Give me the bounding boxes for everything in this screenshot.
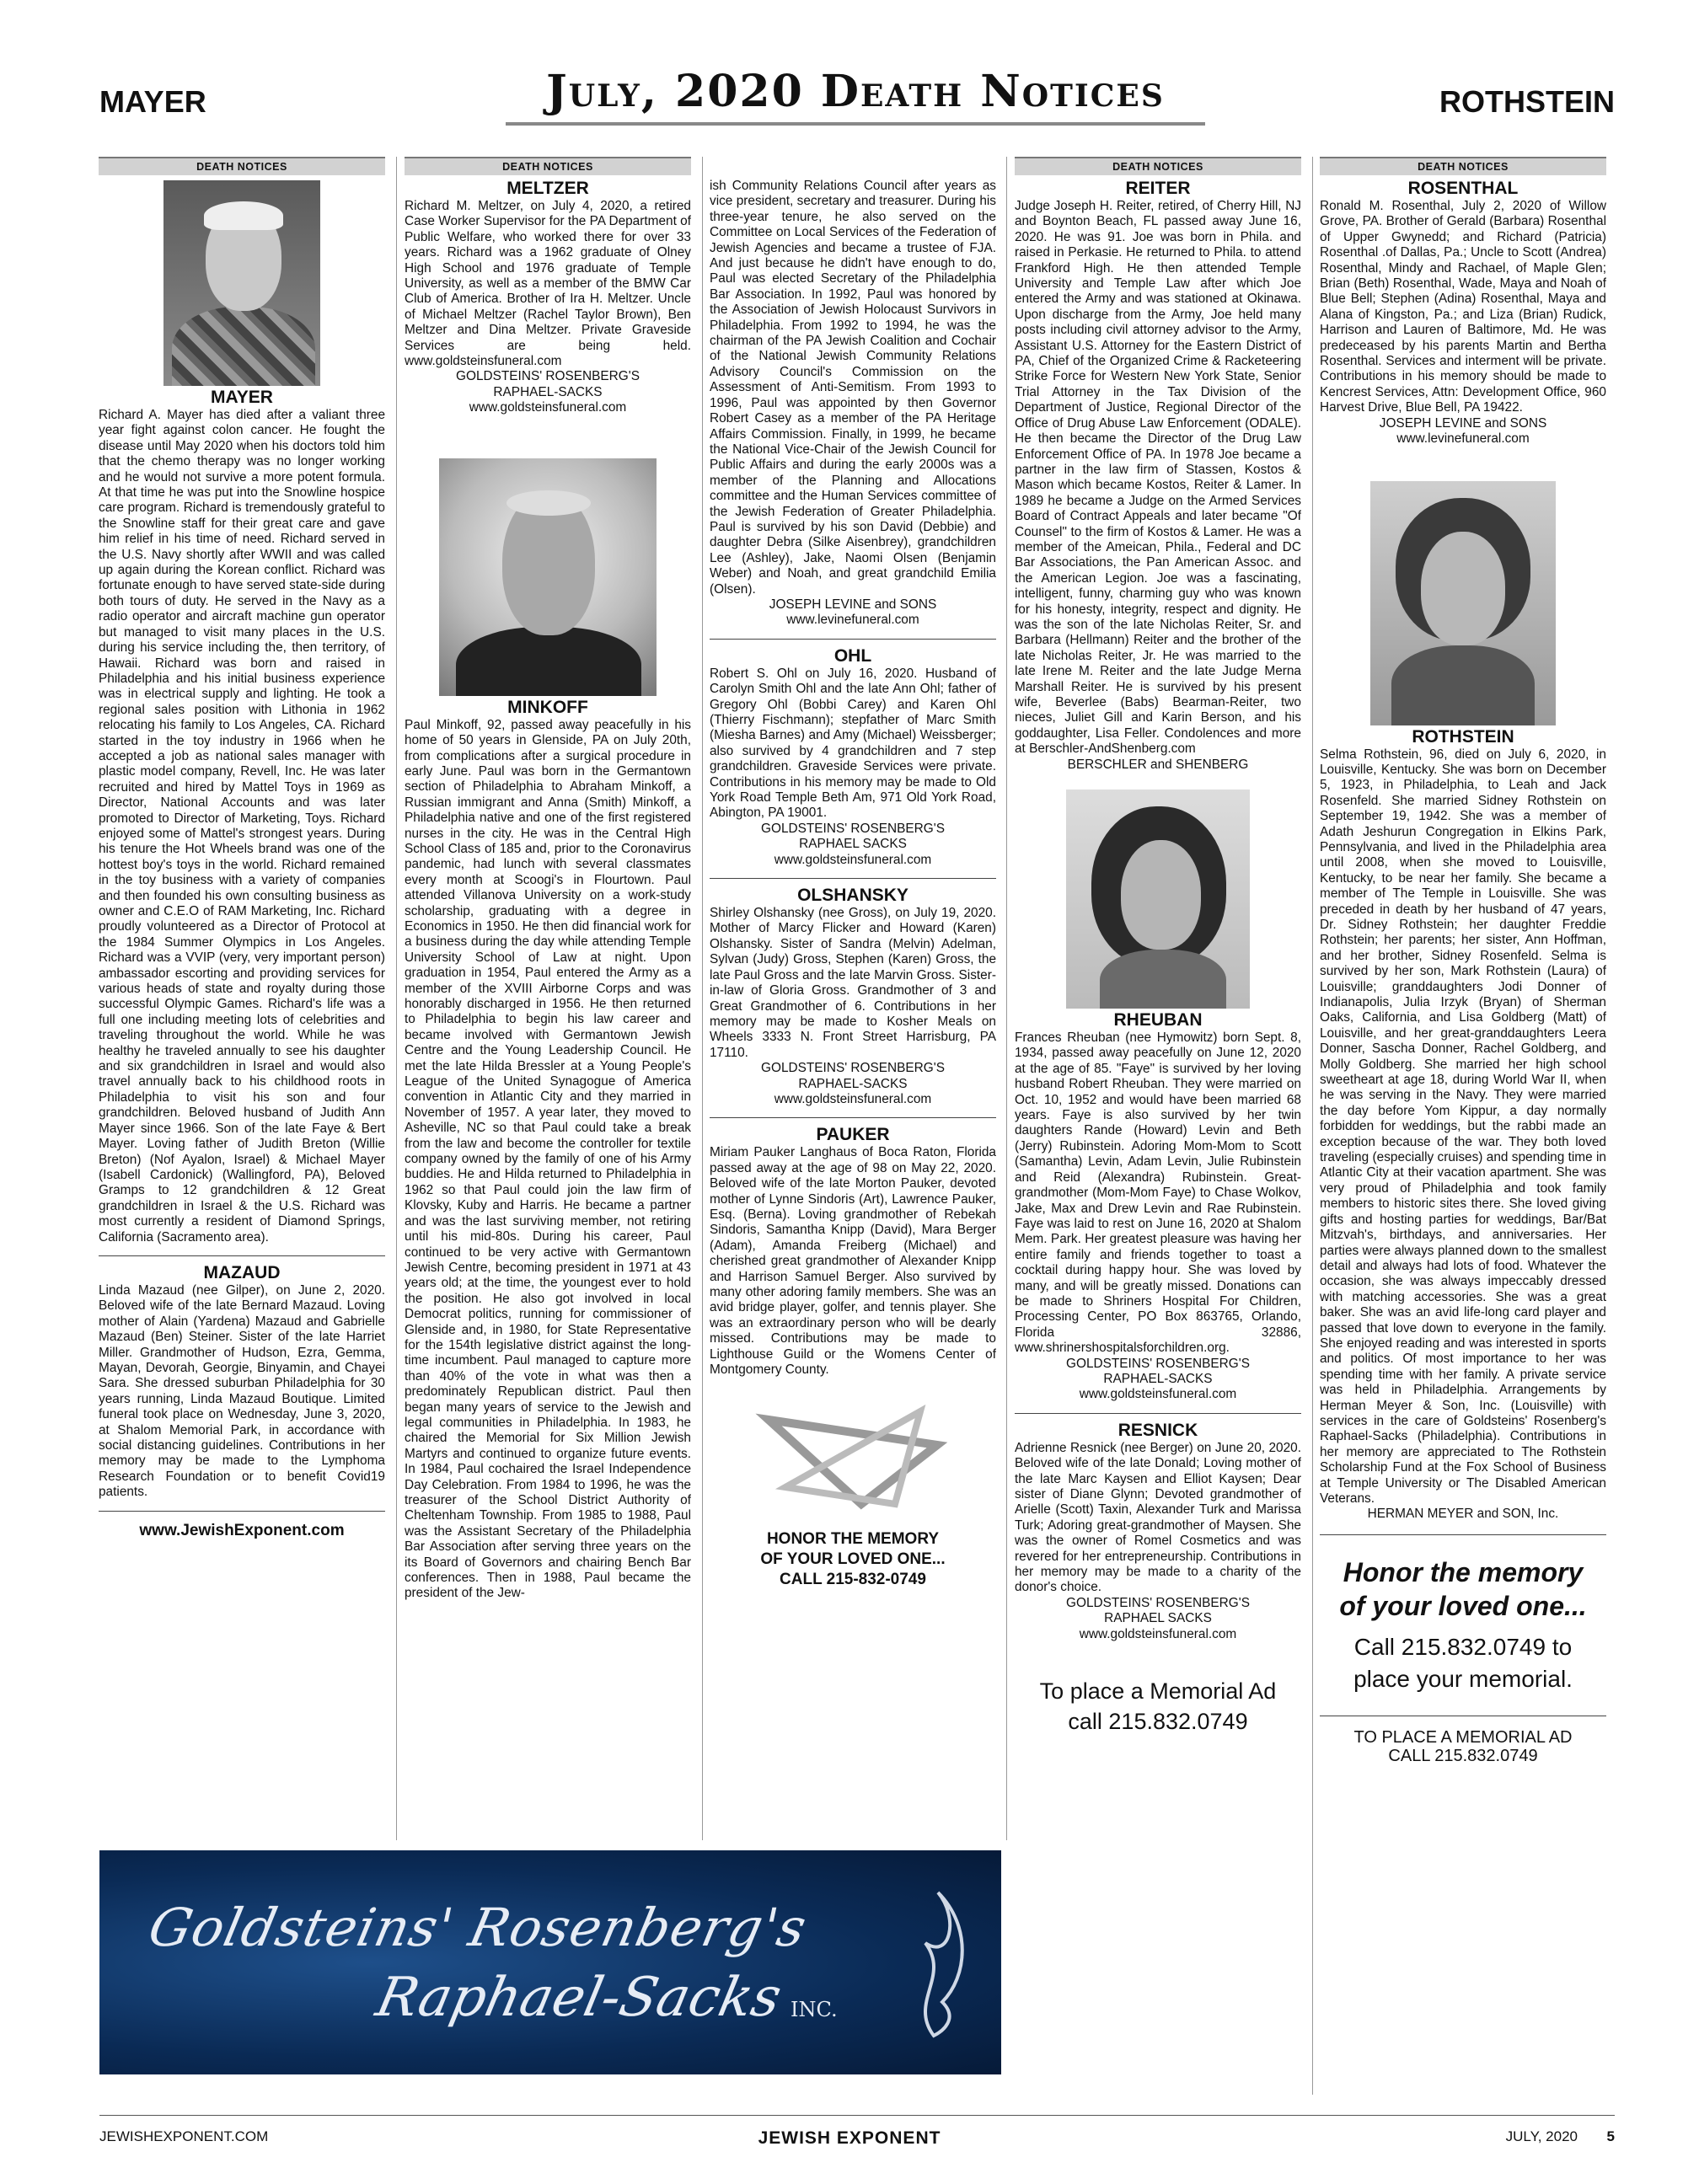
right-guide-word: ROTHSTEIN: [1439, 84, 1615, 119]
rheuban-photo: [1066, 790, 1250, 1009]
notice-text-resnick: Adrienne Resnick (nee Berger) on June 20, 2020. Beloved wife of the late Donald; Loving mother of the late Marc Kaysen and Elliot Kaysen; Dear sister of Diane Glynn; Devoted grandmother of Arielle (Scott) Taxin, Alexander Turk and Marissa Turk; Adoring great-grandmother of Maysen. She was the owner of Romel Cosmetics and was revered for her entrepreneurship. Contributions in her memory may be made to a charity of the donor's choice.: [1015, 1440, 1301, 1595]
column-2: [405, 157, 691, 1840]
funeral-home-url[interactable]: www.levinefuneral.com: [1396, 431, 1530, 447]
funeral-home: GOLDSTEINS' ROSENBERG'S: [1066, 1356, 1250, 1371]
notice-text-pauker: Miriam Pauker Langhaus of Boca Raton, Florida passed away at the age of 98 on May 22, 2020. Beloved wife of the late Morton Pauker, devoted mother of Lynne Sindoris (Art), Lawrence Pauker, Esq. (Berna). Loving grandmother of Rebekah Sindoris, Samantha Knipp (David), Mara Berger (Adam), Amanda Freiberg (Michael) and cherished great grandmother of Alexander Knipp and Harrison Samuel Berger. Also survived by many other adoring family members. She was an avid bridge player, golfer, and tennis player. She was an extraordinary person who will be dearly missed. Contributions may be made to Lighthouse Guild or the Womens Center of Montgomery County.: [710, 1145, 996, 1378]
divider: [99, 1511, 385, 1512]
notice-name-ohl: OHL: [833, 645, 872, 666]
memorial-ad-phone: call 215.832.0749: [1068, 1709, 1248, 1735]
notice-text-meltzer: Richard M. Meltzer, on July 4, 2020, a retired Case Worker Supervisor for the PA Department of Public Welfare, who worked there for over 33 years. Richard was a 1962 graduate of Olney High School and 1976 graduate of Temple University, as well as a member of the BMW Car Club of America. Brother of Ira H. Meltzer. Uncle of Michael Meltzer (Rachel Taylor Brown), Ben Meltzer and Dina Meltzer. Private Graveside Services are being held. www.goldsteinsfuneral.com: [405, 199, 691, 369]
column-5: [1320, 157, 1606, 2103]
notice-name-mayer: MAYER: [211, 388, 273, 407]
divider: [1015, 1413, 1301, 1414]
star-of-david-icon: [710, 1394, 996, 1521]
honor-ad-line-2: of your loved one...: [1339, 1590, 1587, 1621]
notice-text-mayer: Richard A. Mayer has died after a valiant three year fight against colon cancer. He fought the disease until May 2020 when his doctors told him that the chemo therapy was no longer working and he would not survive a more potent formula. At that time he was put into the Snowline hospice care program. Richard is tremendously grateful to the Snowline staff for their great care and gave him relief in his time of need. Richard served in the U.S. Navy shortly after WWII and was called up again during the Korean conflict. Richard was fortunate enough to have served state-side during both tours of duty. He served in the Navy as a radio operator and aircraft machine gun operator but managed to visit many places in the U.S. during his service including the, then territory, of Hawaii. Richard was born and raised in Philadelphia and his initial business experience was in electrical supply and lighting. He took a regional sales position with Lithonia in 1962 relocating his family to Los Angeles, CA. Richard started in the toy industry in 1966 when he accepted a job as national sales manager with plastic model company, Revell, Inc. He was later recruited and hired by Mattel Toys in 1969 as Director, National Accounts and was later promoted to Director of Marketing, Toys. Richard enjoyed some of Mattel's strongest years. During his tenure the Hot Wheels brand was one of the hottest boy's toys in the world. Richard remained in the toy business with a variety of companies and then founded his own consulting business as owner and C.E.O of RAM Marketing, Inc. Richard proudly volunteered as a Director of Protocol at the 1984 Summer Olympics in Los Angeles. Richard was a VVIP (very, very important person) ambassador escorting and providing services for various heads of state and royalty during those successful Olympic Games. Richard's life was a full one including meeting lots of celebrities and traveling throughout the world. While he was healthy he traveled annually to see his daughter and six grandchildren in Israel and would also travel annually back to his childhood roots in Philadelphia to visit his son and four grandchildren. Beloved husband of Judith Ann Mayer since 1966. Son of the late Faye & Bert Mayer. Loving father of Judith Breton (Willie Breton) (Nof Ayalon, Israel) & Michael Mayer (Isabell Cardonick) (Wallingford, PA), Beloved Gramps to 12 grandchildren & 12 Great grandchildren in Israel & the U.S. Richard was most currently a resident of Diamond Springs, California (Sacramento area).: [99, 408, 385, 1245]
banner-line-1: Goldsteins' Rosenberg's: [143, 1897, 812, 1958]
candle-flame-icon: [892, 1884, 976, 2044]
honor-ad-call: [1320, 1631, 1606, 1695]
funeral-home: GOLDSTEINS' ROSENBERG'S: [456, 369, 640, 384]
funeral-home: RAPHAEL-SACKS: [493, 384, 603, 399]
notice-text-minkoff-continued: ish Community Relations Council after years as vice president, secretary and treasurer. During his three-year tenure, he also served on the Committee on Local Services of the Federation of Jewish Agencies and became a trustee of FJA. And just because he didn't have enough to do, Paul was elected Secretary of the Philadelphia Bar Association. In 1992, Paul was honored by the Association of Jewish Holocaust Survivors in Philadelphia. From 1992 to 1994, he was the chairman of the PA Jewish Coalition and Cochair of the National Jewish Community Relations Advisory Council's Commission on the Assessment of Anti-Semitism. From 1993 to 1996, Paul was appointed by then Governor Robert Casey as a member of the PA Heritage Affairs Commission. Finally, in 1999, he became the National Vice-Chair of the Jewish Council for Public Affairs and during the early 2000s was a member of the Planning and Allocations committee and the Human Services committee of the Jewish Federation of Greater Philadelphia. Paul is survived by his son David (Debbie) and daughter Debra (Silke Aisenbrey), grandchildren Lee (Ashley), Jake, Naomi Olsen (Benjamin Weber) and Noah, and great grandchild Emilia (Olsen).: [710, 179, 996, 597]
notice-text-rheuban: Frances Rheuban (nee Hymowitz) born Sept. 8, 1934, passed away peacefully on June 12, 2020 at the age of 85. "Faye" is survived by her loving husband Robert Rheuban. They were married on Oct. 10, 1952 and would have been married 68 years. Faye is also survived by her twin daughters Rande (Howard) Levin and Beth (Jerry) Rubinstein. Adoring Mom-Mom to Scott (Samantha) Levin, Adam Levin, Julie Rubinstein and Reid (Alexandra) Rubinstein. Great-grandmother (Mom-Mom Faye) to Chase Wolkov, Jake, Max and Drew Levin and Rae Rubinstein. Faye was laid to rest on June 16, 2020 at Shalom Mem. Park. Her greatest pleasure was having her entire family and friends together to toast a cocktail during happy hour. She was loved by many, and will be greatly missed. Donations can be made to Shriners Hospital For Children, Processing Center, PO Box 863765, Orlando, Florida 32886, www.shrinershospitalsforchildren.org.: [1015, 1030, 1301, 1356]
column-3: [710, 157, 996, 1850]
funeral-home-url[interactable]: www.goldsteinsfuneral.com: [1079, 1387, 1237, 1402]
honor-memory-line-2: OF YOUR LOVED ONE...: [760, 1550, 946, 1569]
rothstein-photo: [1370, 481, 1556, 725]
banner-line-2: Raphael-Sacks: [371, 1967, 787, 2029]
honor-memory-phone: CALL 215-832-0749: [780, 1571, 926, 1589]
notice-name-minkoff: MINKOFF: [507, 697, 588, 717]
column-divider: [702, 157, 703, 1840]
funeral-home: RAPHAEL-SACKS: [1103, 1371, 1213, 1386]
funeral-home-url[interactable]: www.goldsteinsfuneral.com: [774, 1091, 932, 1106]
funeral-home: RAPHAEL-SACKS: [798, 1076, 908, 1091]
column-divider: [1312, 157, 1313, 2095]
funeral-home: GOLDSTEINS' ROSENBERG'S: [1066, 1595, 1250, 1610]
footer-date: JULY, 2020: [1505, 2128, 1578, 2144]
notice-text-mazaud: Linda Mazaud (nee Gilper), on June 2, 2020. Beloved wife of the late Bernard Mazaud. Loving mother of Alain (Yardena) Mazaud and Gabrielle Mazaud (Ben) Steiner. Sister of the late Harriet Miller. Grandmother of Hudson, Ezra, Gemma, Mayan, Devorah, Georgie, Binyamin, and Chayei Sara. She dressed suburban Philadelphia for 30 years running, Linda Mazaud Boutique. Limited funeral took place on Wednesday, June 3, 2020, at Shalom Memorial Park, in accordance with social distancing guidelines. Contributions in her memory may be made to the Lymphoma Research Foundation or to benefit Covid19 patients.: [99, 1282, 385, 1500]
section-label: DEATH NOTICES: [405, 157, 691, 175]
section-label: DEATH NOTICES: [1015, 157, 1301, 175]
column-4: [1015, 157, 1301, 1943]
memorial-ad-small: [1015, 1676, 1301, 1737]
notice-text-olshansky: Shirley Olshansky (nee Gross), on July 19, 2020. Mother of Marcy Flicker and Howard (Karen) Olshansky. Sister of Sandra (Melvin) Adelman, Sylvan (Judy) Gross, Stephen (Karen) Gross, the late Paul Gross and the late Marvin Gross. Sister-in-law of Gloria Gross. Grandmother of 3 and Great Grandmother of 6. Contributions in her memory may be made to Kosher Meals on Wheels 3333 N. Front Street Harrisburg, PA 17110.: [710, 906, 996, 1060]
memorial-ad-caps: [1320, 1728, 1606, 1765]
honor-ad-line-3: Call 215.832.0749 to: [1353, 1633, 1573, 1660]
honor-memory-line-1: HONOR THE MEMORY: [766, 1530, 940, 1549]
page-title: July, 2020 Death Notices: [506, 66, 1205, 126]
section-label: DEATH NOTICES: [99, 157, 385, 175]
section-label: DEATH NOTICES: [1320, 157, 1606, 175]
notice-name-rothstein: ROTHSTEIN: [1412, 726, 1514, 747]
divider: [710, 639, 996, 640]
column-divider: [396, 157, 397, 1840]
star-of-david-graphic: [710, 1394, 996, 1529]
website-link[interactable]: www.JewishExponent.com: [139, 1521, 345, 1539]
column-divider: [1006, 157, 1007, 1840]
left-guide-word: MAYER: [99, 84, 206, 119]
notice-name-resnick: RESNICK: [1117, 1420, 1198, 1440]
notice-name-pauker: PAUKER: [816, 1125, 890, 1145]
funeral-home: RAPHAEL SACKS: [799, 837, 907, 852]
funeral-home: GOLDSTEINS' ROSENBERG'S: [761, 1061, 945, 1076]
notice-text-ohl: Robert S. Ohl on July 16, 2020. Husband of Carolyn Smith Ohl and the late Ann Ohl; father of Gregory Ohl (Bobbi Carey) and Karen Ohl (Thierry Fischmann); stepfather of Marc Smith (Miesha Barnes) and Amy (Michael) Weissberger; also survived by 4 grandchildren and 7 step grandchildren. Graveside Services were private. Contributions in his memory may be made to Old York Road Temple Beth Am, 971 Old York Road, Abington, PA 19001.: [710, 666, 996, 821]
honor-ad-heading: [1320, 1555, 1606, 1623]
memorial-ad-caps-line-1: TO PLACE A MEMORIAL AD: [1353, 1727, 1573, 1747]
page-number: 5: [1606, 2128, 1615, 2144]
honor-ad-line-4: place your memorial.: [1353, 1665, 1573, 1692]
funeral-home: JOSEPH LEVINE and SONS: [769, 597, 937, 612]
funeral-home-url[interactable]: www.levinefuneral.com: [786, 613, 919, 628]
column-1: [99, 157, 385, 1850]
notice-text-reiter: Judge Joseph H. Reiter, retired, of Cherry Hill, NJ and Boynton Beach, FL passed away June 16, 2020. He was 91. Joe was born in Phila. and raised in Perkasie. He returned to Phila. to attend Frankford High. He then attended Temple University and Temple Law after which Joe entered the Army and was stationed at Okinawa. Upon discharge from the Army, Joe held many posts including civil attorney advisor to the Army, Assistant U.S. Attorney for the Eastern District of PA, Chief of the Organized Crime & Racketeering Strike Force for Western New York State, Senior Trial Attorney in the Tax Division of the Department of Justice, Regional Director of the Office of Drug Abuse Law Enforcement (ODALE). He then became the Director of the Drug Law Enforcement Office of PA. In 1978 Joe became a partner in the law firm of Stassen, Kostos & Mason which became Kostos, Reiter & Lamer. In 1989 he became a Judge on the Armed Services Board of Contract Appeals and later became "Of Counsel" to the firm of Kostos & Lamer. He was a member of the Ameican, Phila., Federal and DC Bar Associations, the Pan American Assoc. and the American Legion. Joe was a fascinating, intelligent, funny, charming guy who was known for his honesty, integrity, respect and dignity. He was the son of the late Nicholas Reiter, Sr. and Barbara (Hellmann) Reiter and the brother of the late Nicholas Reiter, Jr. He was married to the late Irene M. Reiter and the late Judge Merna Marshall Reiter. He is survived by his present wife, Beverlee (Babs) Bearman-Reiter, two nieces, Juliet Gill and Karin Berson, and his goddaughter, Lisa Feller. Condolences and more at Berschler-AndShenberg.com: [1015, 199, 1301, 757]
funeral-home: HERMAN MEYER and SON, Inc.: [1367, 1507, 1559, 1522]
divider: [710, 878, 996, 879]
notice-text-rothstein: Selma Rothstein, 96, died on July 6, 2020, in Louisville, Kentucky. She was born on December 5, 1923, in Philadelphia, to Leah and Jack Rosenfeld. She married Sidney Rothstein on September 19, 1942. She was a member of Adath Jeshurun Congregation in Elkins Park, Pennsylvania, and lived in the Philadelphia area until 2008, when she moved to Louisville, Kentucky, to be near her family. She became a member of The Temple in Louisville. She was preceded in death by her husband of 47 years, Dr. Sidney Rothstein; her daughter Freddie Rothstein; her parents; her sister, Ann Hoffman, and her brother, Sidney Rosenfeld. Selma is survived by her son, Mark Rothstein (Laura) of Louisville; granddaughters Jodi Donner of Indianapolis, Julia Irzyk (Bryan) of Sherman Oaks, California, and Lisa Goldberg (Matt) of Louisville, and her great-granddaughters Leera Donner, Sascha Donner, Rachel Goldberg, and Molly Goldberg. She married her high school sweetheart at age 18, during World War II, when he was serving in the Navy. They were married the day before Yom Kippur, a day normally forbidden for weddings, but the rabbi made an exception because of the war. They both loved traveling (especially cruises) and spending time in Atlantic City at their vacation apartment. She was very proud of Philadelphia and took family members to historic sites there. She loved giving gifts and hosting parties for weddings, Bar/Bat Mitzvah's, birthdays, and anniversaries. Her parties were always planned down to the smallest detail and always had lots of food. Whatever the occasion, she was always impeccably dressed with matching accessories. She was a great baker. She was an avid life-long card player and passed that love down to everyone in the family. She enjoyed reading and was interested in sports and politics. Of most importance to her was spending time with her family. A private service was held in Philadelphia. Arrangements by Herman Meyer & Son, Inc. (Louisville) with services in the care of Goldsteins' Rosenberg's Raphael-Sacks (Philadelphia). Contributions in her memory are appreciated to The Rothstein Scholarship Fund at the Fox School of Business at Temple University or The Disabled American Veterans.: [1320, 747, 1606, 1506]
divider: [1320, 1534, 1606, 1535]
honor-ad-line-1: Honor the memory: [1343, 1556, 1584, 1587]
notice-name-rheuban: RHEUBAN: [1113, 1010, 1203, 1030]
funeral-home-url[interactable]: www.goldsteinsfuneral.com: [774, 852, 932, 867]
minkoff-photo: [439, 458, 657, 696]
funeral-home: RAPHAEL SACKS: [1104, 1611, 1212, 1626]
mayer-photo: [163, 180, 320, 386]
funeral-home-url[interactable]: www.goldsteinsfuneral.com: [1079, 1626, 1237, 1641]
notice-name-olshansky: OLSHANSKY: [797, 886, 908, 906]
notice-text-rosenthal: Ronald M. Rosenthal, July 2, 2020 of Willow Grove, PA. Brother of Gerald (Barbara) Rosenthal of Upper Gwynedd; and Richard (Patricia) Rosenthal .of Dallas, Pa.; Uncle to Scott (Andrea) Rosenthal, Mindy and Rachael, of Maple Glen; Brian (Beth) Rosenthal, Wade, Maya and Noah of Blue Bell; Stephen (Adina) Rosenthal, Maya and Alana of Kingston, Pa.; and Liza (Brian) Rudick, Harrison and Lauren of Baltimore, Md. He was predeceased by his parents Martin and Bertha Rosenthal. Services and interment will be private. Contributions in his memory should be made to Kencrest Services, Attn: Development Office, 960 Harvest Drive, Blue Bell, PA 19422.: [1320, 199, 1606, 415]
memorial-ad-caps-phone: CALL 215.832.0749: [1388, 1746, 1538, 1765]
notice-name-meltzer: MELTZER: [506, 179, 589, 198]
footer-rule: [99, 2115, 1615, 2116]
notice-text-minkoff: Paul Minkoff, 92, passed away peacefully in his home of 50 years in Glenside, PA on July 20th, from complications after a surgical procedure in early June. Paul was born in the Germantown section of Philadelphia to Abraham Minkoff, a Russian immigrant and Anna (Smith) Minkoff, a Philadelphia native and one of the first registered nurses in the city. He was in the Central High School Class of 185 and, prior to the Coronavirus pandemic, had lunch with several classmates every month at Scoogi's in Flourtown. Paul attended Villanova University on a work-study scholarship, graduating with a degree in Economics in 1950. He then did financial work for a business during the day while attending Temple University School of Law at night. Upon graduation in 1954, Paul entered the Army as a member of the XVIII Airborne Corps and was honorably discharged in 1956. He then returned to Philadelphia to begin his law career and became involved with Germantown Jewish Centre and the Young Leadership Council. He met the late Hilda Bressler at a Young People's League of the United Synagogue of America convention in Atlantic City and they married in November of 1957. A year later, they moved to Asheville, NC so that Paul could take a break from the law and become the controller for textile company owned by the family of one of his Army buddies. He and Hilda returned to Philadelphia in 1962 so that Paul could join the law firm of Klovsky, Kuby and Harris. He became a partner and was the last surviving member, not retiring until his mid-80s. During his career, Paul continued to be very active with Germantown Jewish Centre, becoming president in 1971 at 43 years old; at the time, the youngest ever to hold the position. He also got involved in local Democrat politics, running for commissioner of Glenside and, in 1980, for State Representative for the 154th legislative district against the long-time incumbent. Paul managed to capture more than 40% of the vote in what was then a predominately Republican district. Paul then began many years of service to the Jewish and legal communities in Philadelphia. In 1983, he chaired the Memorial for Six Million Jewish Martyrs and continued to organize future events. In 1984, Paul cochaired the Israel Independence Day Celebration. From 1984 to 1996, he was the treasurer of the School District Authority of Cheltenham Township. From 1985 to 1988, Paul was the Assistant Secretary of the Philadelphia Bar Association after serving three years on the its Board of Governors and chairing Bench Bar conferences. Then in 1988, Paul became the president of the Jew-: [405, 717, 691, 1601]
divider: [99, 1255, 385, 1256]
funeral-home: GOLDSTEINS' ROSENBERG'S: [761, 821, 945, 836]
footer-publication: JEWISH EXPONENT: [758, 2128, 941, 2148]
memorial-ad-line-1: To place a Memorial Ad: [1039, 1678, 1277, 1705]
divider: [710, 1117, 996, 1118]
funeral-home: BERSCHLER and SHENBERG: [1067, 757, 1249, 772]
footer-website: JEWISHEXPONENT.COM: [99, 2128, 269, 2144]
funeral-home: JOSEPH LEVINE and SONS: [1379, 415, 1547, 431]
goldsteins-banner-ad[interactable]: [99, 1850, 1001, 2074]
banner-suffix: INC.: [791, 1998, 838, 2021]
notice-name-reiter: REITER: [1125, 179, 1191, 198]
funeral-home-url[interactable]: www.goldsteinsfuneral.com: [469, 400, 627, 415]
notice-name-mazaud: MAZAUD: [203, 1262, 281, 1282]
notice-name-rosenthal: ROSENTHAL: [1407, 179, 1519, 198]
